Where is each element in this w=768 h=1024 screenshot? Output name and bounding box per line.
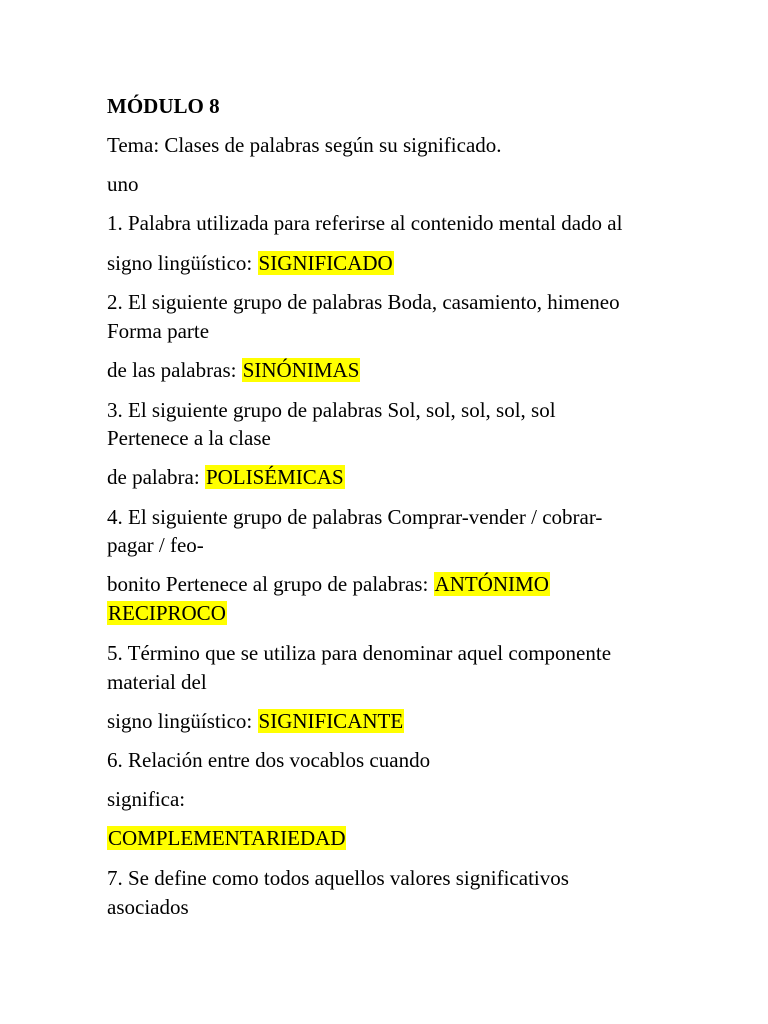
question-2-line-2: Forma parte: [107, 319, 210, 343]
question-1-line-1: 1. Palabra utilizada para referirse al contenido mental dado al: [107, 211, 623, 235]
question-5-line-1: 5. Término que se utiliza para denominar aquel componente: [107, 641, 612, 665]
question-3-text: de palabra:: [107, 465, 205, 489]
section-label: uno: [107, 172, 139, 196]
module-heading: MÓDULO 8: [107, 94, 220, 118]
question-4-line-1: 4. El siguiente grupo de palabras Comprar-vender / cobrar-: [107, 505, 603, 529]
question-3-line-1: 3. El siguiente grupo de palabras Sol, sol, sol, sol, sol: [107, 398, 556, 422]
question-7-line-1: 7. Se define como todos aquellos valores significativos: [107, 866, 569, 890]
question-4-line-3: [107, 571, 550, 597]
question-6-line-2: significa:: [107, 787, 186, 811]
answer-1-highlight: SIGNIFICADO: [258, 251, 393, 275]
answer-4b-highlight: RECIPROCO: [108, 601, 226, 625]
answer-2-highlight: SINÓNIMAS: [242, 358, 360, 382]
question-4-line-2: pagar / feo-: [107, 533, 204, 557]
question-3-line-3: [107, 464, 345, 490]
question-6-line-3: [107, 825, 346, 851]
question-2-line-3: [107, 357, 360, 383]
topic-line: Tema: Clases de palabras según su significado.: [107, 133, 502, 157]
question-1-text: signo lingüístico:: [107, 251, 258, 275]
question-5-line-2: material del: [107, 670, 207, 694]
question-4-text: bonito Pertenece al grupo de palabras:: [107, 572, 434, 596]
question-5-line-3: [107, 708, 404, 734]
question-4-line-4: [107, 600, 227, 626]
question-2-line-1: 2. El siguiente grupo de palabras Boda, casamiento, himeneo: [107, 290, 620, 314]
answer-3-highlight: POLISÉMICAS: [205, 465, 344, 489]
question-7-line-2: asociados: [107, 895, 189, 919]
answer-4a-highlight: ANTÓNIMO: [434, 572, 549, 596]
answer-6-highlight: COMPLEMENTARIEDAD: [108, 826, 346, 850]
question-5-text: signo lingüístico:: [107, 709, 258, 733]
answer-5-highlight: SIGNIFICANTE: [258, 709, 404, 733]
question-3-line-2: Pertenece a la clase: [107, 426, 271, 450]
question-6-line-1: 6. Relación entre dos vocablos cuando: [107, 748, 431, 772]
question-1-line-2: [107, 250, 394, 276]
question-2-text: de las palabras:: [107, 358, 242, 382]
